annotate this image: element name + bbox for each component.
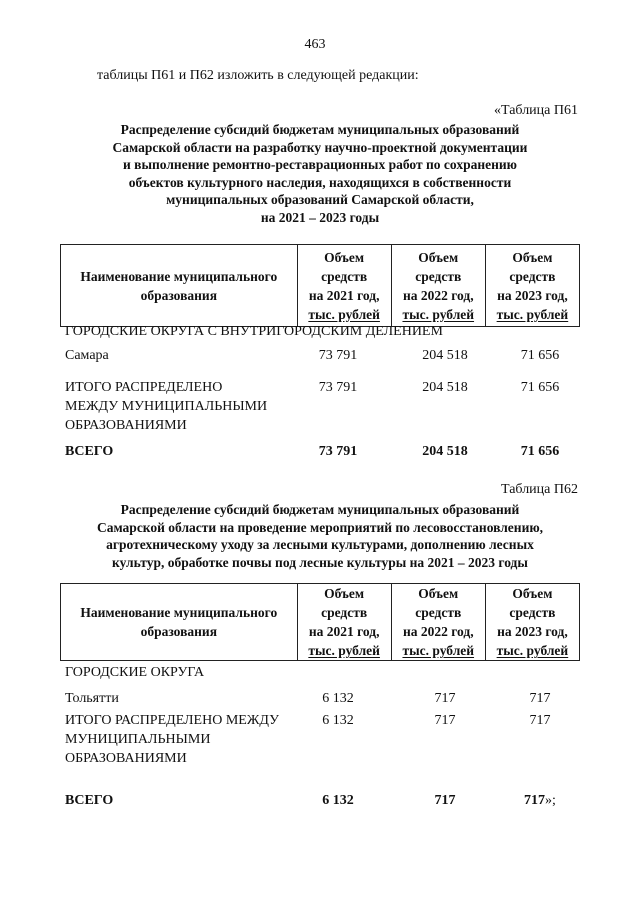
title-line: культур, обработке почвы под лесные культуры на 2021 – 2023 годы — [112, 554, 528, 570]
intro-text: таблицы П61 и П62 изложить в следующей редакции: — [97, 68, 419, 83]
table-p61-header — [60, 244, 580, 327]
page-number: 463 — [304, 37, 326, 52]
title-line: Распределение субсидий бюджетам муниципальных образований — [120, 122, 520, 137]
title-line: объектов культурного наследия, находящихся в собственности — [128, 174, 512, 190]
header-2021: Объем средств на 2021 год, тыс. рублей — [297, 245, 391, 327]
title-line: Распределение субсидий бюджетам муниципальных образований — [120, 502, 520, 517]
header-2022: Объем средств на 2022 год, тыс. рублей — [391, 245, 485, 327]
section-heading: ГОРОДСКИЕ ОКРУГА — [65, 665, 205, 680]
table-p61-title — [60, 121, 580, 226]
title-line: Самарской области на разработку научно-проектной документации — [112, 139, 528, 155]
table-p62-label: Таблица П62 — [501, 482, 578, 497]
header-2023: Объем средств на 2023 год, тыс. рублей — [485, 584, 579, 661]
table-p61-label: «Таблица П61 — [494, 103, 578, 118]
total-2023: 717 — [524, 793, 546, 808]
title-line: на 2021 – 2023 годы — [260, 209, 380, 225]
section-heading: ГОРОДСКИЕ ОКРУГА С ВНУТРИГОРОДСКИМ ДЕЛЕНИЕМ — [65, 324, 443, 339]
header-2021: Объем средств на 2021 год, тыс. рублей — [297, 584, 391, 661]
header-2022: Объем средств на 2022 год, тыс. рублей — [391, 584, 485, 661]
title-line: агротехническому уходу за лесными культурами, дополнению лесных — [106, 537, 534, 552]
header-name: Наименование муниципального образования — [61, 584, 298, 661]
title-line: и выполнение ремонтно-реставрационных работ по сохранению — [123, 157, 517, 172]
table-p62-title — [60, 501, 580, 571]
closing-quote: »; — [545, 793, 556, 808]
table-p62-header — [60, 583, 580, 661]
title-line: Самарской области на проведение мероприятий по лесовосстановлению, — [96, 519, 544, 535]
header-name: Наименование муниципального образования — [61, 245, 298, 327]
header-2023: Объем средств на 2023 год, тыс. рублей — [485, 245, 579, 327]
title-line: муниципальных образований Самарской области, — [166, 192, 474, 207]
